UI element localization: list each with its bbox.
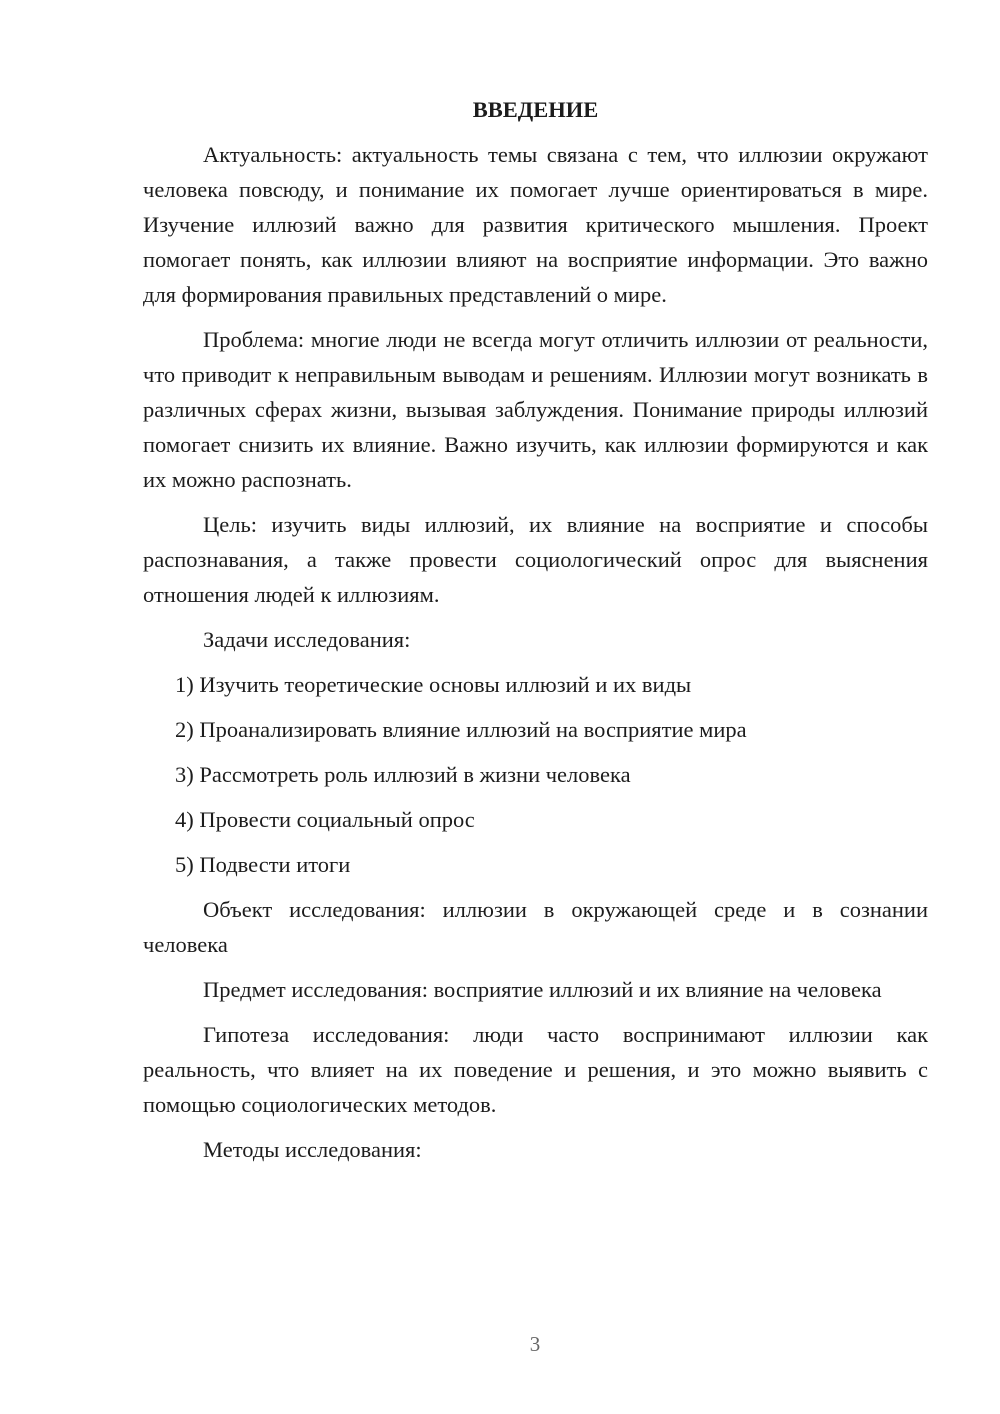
- page-title: ВВЕДЕНИЕ: [472, 97, 599, 122]
- relevance-paragraph: Актуальность: актуальность темы связана с тем, что иллюзии окружают человека повсюду, и понимание их помогает лучше ориентироваться в мире. Изучение иллюзий важно для развития критического мышления. Проект помогает понять, как иллюзии влияют на восприятие информации. Это важно для формирования правильных представлений о мире.: [143, 142, 928, 307]
- list-item: 3) Рассмотреть роль иллюзий в жизни человека: [175, 762, 631, 787]
- list-item: 2) Проанализировать влияние иллюзий на восприятие мира: [175, 717, 747, 742]
- tasks-list: [143, 667, 928, 882]
- list-item: 1) Изучить теоретические основы иллюзий и их виды: [175, 672, 692, 697]
- page-number: 3: [529, 1332, 541, 1356]
- methods-title: Методы исследования:: [203, 1137, 422, 1162]
- problem-paragraph: Проблема: многие люди не всегда могут отличить иллюзии от реальности, что приводит к неправильным выводам и решениям. Иллюзии могут возникать в различных сферах жизни, вызывая заблуждения. Понимание природы иллюзий помогает снизить их влияние. Важно изучить, как иллюзии формируются и как их можно распознать.: [143, 327, 928, 492]
- goal-paragraph: Цель: изучить виды иллюзий, их влияние на восприятие и способы распознавания, а также провести социологический опрос для выяснения отношения людей к иллюзиям.: [143, 512, 928, 607]
- document-page: [143, 92, 928, 1177]
- subject-paragraph: Предмет исследования: восприятие иллюзий и их влияние на человека: [203, 977, 882, 1002]
- hypothesis-paragraph: Гипотеза исследования: люди часто воспринимают иллюзии как реальность, что влияет на их поведение и решения, и это можно выявить с помощью социологических методов.: [143, 1022, 928, 1117]
- list-item: 4) Провести социальный опрос: [175, 807, 475, 832]
- list-item: 5) Подвести итоги: [175, 852, 351, 877]
- tasks-title: Задачи исследования:: [203, 627, 411, 652]
- object-paragraph: Объект исследования: иллюзии в окружающей среде и в сознании человека: [143, 897, 928, 957]
